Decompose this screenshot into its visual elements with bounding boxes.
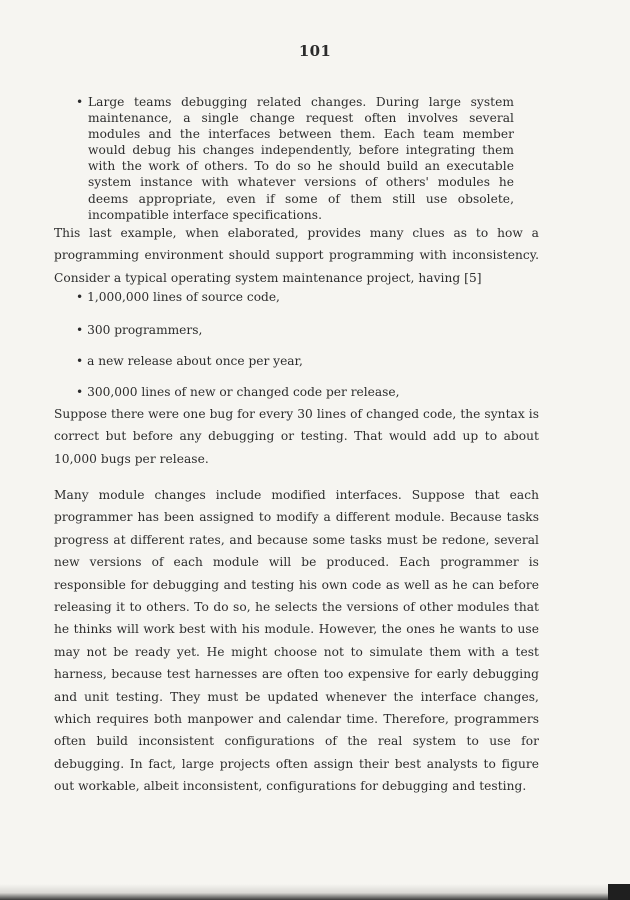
- bullet-dot: •: [76, 385, 84, 399]
- paragraph-module-changes: Many module changes include modified interfaces. Suppose that each programmer has been assigned to modify a different module. Because tasks progress at different rates, and because some tasks must be redone, several new versions of each module will be produced. Each programmer is responsible for debugging and testing his own code as well as he can before releasing it to others. To do so, he selects the versions of other modules that he thinks will work best with his module. However, the ones he wants to use may not be ready yet. He might choose not to simulate them with a test harness, because test harnesses are often too expensive for early debugging and unit testing. They must be updated whenever the interface changes, which requires both manpower and calendar time. Therefore, programmers often build inconsistent configurations of the real system to use for debugging. In fact, large projects often assign their best analysts to figure out workable, albeit inconsistent, configurations for debugging and testing.: [54, 488, 539, 794]
- list-item-text: 300 programmers,: [87, 323, 203, 337]
- top-bullet-list: [76, 94, 514, 223]
- list-item: [76, 385, 399, 399]
- bullet-item-large-teams: [76, 94, 514, 223]
- bullet-dot: •: [76, 95, 84, 109]
- bullet-dot: •: [76, 323, 84, 337]
- list-item-text: 1,000,000 lines of source code,: [87, 290, 280, 304]
- bullet-dot: •: [76, 354, 84, 368]
- scanner-corner-shadow: [608, 884, 630, 900]
- list-item-text: a new release about once per year,: [87, 354, 303, 368]
- page-number: 101: [298, 42, 332, 60]
- list-item: [76, 323, 202, 337]
- page-edge-shadow: [0, 884, 630, 900]
- bullet-text: Large teams debugging related changes. During large system maintenance, a single change request often involves several modules and the interfaces between them. Each team member would debug his changes independently, before integrating them with the work of others. To do so he should build an executable system instance with whatever versions of others' modules he deems appropriate, even if some of them still use obsolete, incompatible interface specifications.: [88, 95, 514, 222]
- list-item: [76, 354, 303, 368]
- paragraph-environment-support: This last example, when elaborated, provides many clues as to how a programming environment should support programming with inconsistency. Consider a typical operating system maintenance project, having [5]: [54, 226, 539, 285]
- bullet-dot: •: [76, 290, 84, 304]
- list-item: [76, 290, 280, 304]
- paragraph-bug-estimate: Suppose there were one bug for every 30 lines of changed code, the syntax is correct but before any debugging or testing. That would add up to about 10,000 bugs per release.: [54, 407, 539, 466]
- list-item-text: 300,000 lines of new or changed code per release,: [87, 385, 400, 399]
